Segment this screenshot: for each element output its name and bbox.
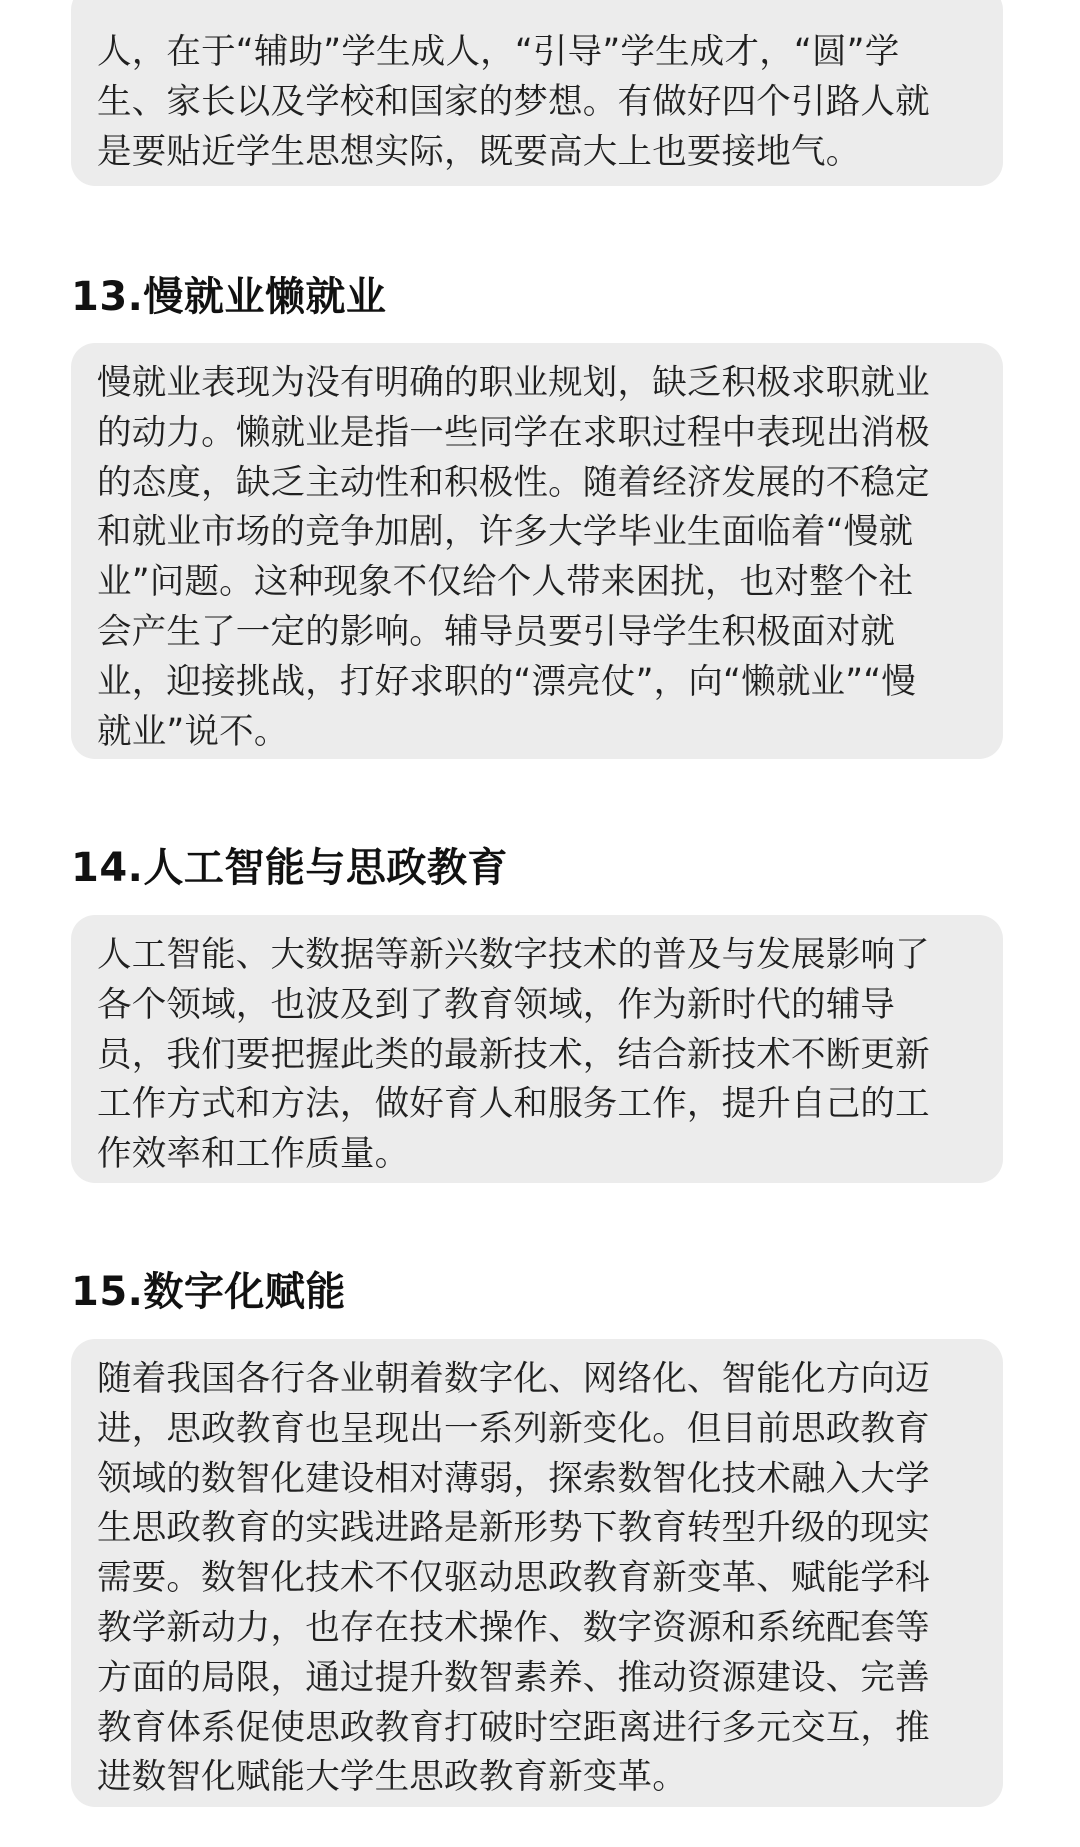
- text-line: 就业”说不。: [97, 711, 289, 752]
- text-line: 的态度，缺乏主动性和积极性。随着经济发展的不稳定: [97, 462, 930, 503]
- section-12-body-card: [71, 0, 1003, 186]
- section-13-body-card: [71, 343, 1003, 759]
- text-line: 生思政教育的实践进路是新形势下教育转型升级的现实: [97, 1508, 930, 1549]
- text-line: 各个领域，也波及到了教育领域，作为新时代的辅导: [97, 984, 896, 1025]
- text-line: 教育体系促使思政教育打破时空距离进行多元交互，推: [97, 1707, 930, 1748]
- section-14-title: 14.人工智能与思政教育: [71, 845, 508, 891]
- text-line: 会产生了一定的影响。辅导员要引导学生积极面对就: [97, 611, 896, 652]
- text-line: 作效率和工作质量。: [97, 1134, 410, 1175]
- text-line: 是要贴近学生思想实际，既要高大上也要接地气。: [97, 131, 861, 172]
- text-line: 人工智能、大数据等新兴数字技术的普及与发展影响了: [97, 935, 930, 975]
- text-line: 人，在于“辅助”学生成人，“引导”学生成才，“圆”学: [97, 32, 900, 72]
- text-line: 进数智化赋能大学生思政教育新变革。: [97, 1757, 687, 1798]
- text-line: 的动力。懒就业是指一些同学在求职过程中表现出消极: [97, 412, 930, 453]
- text-line: 工作方式和方法，做好育人和服务工作，提升自己的工: [97, 1084, 930, 1125]
- text-line: 业”问题。这种现象不仅给个人带来困扰，也对整个社: [97, 562, 914, 603]
- text-line: 进，思政教育也呈现出一系列新变化。但目前思政教育: [97, 1408, 930, 1449]
- text-line: 领域的数智化建设相对薄弱，探索数智化技术融入大学: [97, 1458, 930, 1499]
- section-13-title: 13.慢就业懒就业: [71, 274, 387, 320]
- section-14-body-card: [71, 915, 1003, 1183]
- text-line: 业，迎接挑战，打好求职的“漂亮仗”，向“懒就业”“慢: [97, 661, 917, 702]
- text-line: 和就业市场的竞争加剧，许多大学毕业生面临着“慢就: [97, 512, 914, 553]
- section-15-title: 15.数字化赋能: [71, 1269, 346, 1315]
- text-line: 员，我们要把握此类的最新技术，结合新技术不断更新: [97, 1034, 930, 1075]
- text-line: 方面的局限，通过提升数智素养、推动资源建设、完善: [97, 1657, 930, 1698]
- section-15-body-card: [71, 1339, 1003, 1807]
- text-line: 慢就业表现为没有明确的职业规划，缺乏积极求职就业: [97, 363, 930, 403]
- text-line: 随着我国各行各业朝着数字化、网络化、智能化方向迈: [97, 1359, 930, 1399]
- text-line: 生、家长以及学校和国家的梦想。有做好四个引路人就: [97, 81, 930, 122]
- text-line: 教学新动力，也存在技术操作、数字资源和系统配套等: [97, 1607, 930, 1648]
- text-line: 需要。数智化技术不仅驱动思政教育新变革、赋能学科: [97, 1558, 930, 1599]
